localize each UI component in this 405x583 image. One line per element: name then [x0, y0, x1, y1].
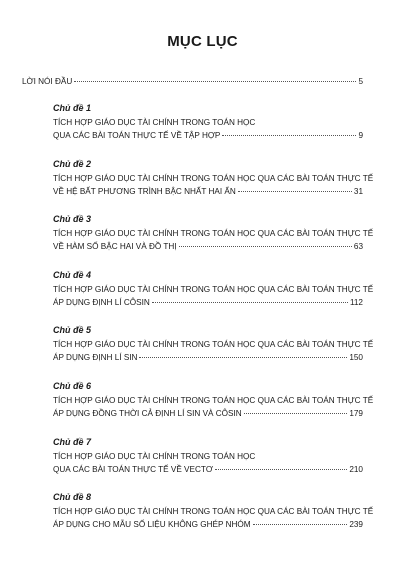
dot-leader: [179, 246, 352, 247]
dot-leader: [139, 357, 347, 358]
topic-title-line2: ÁP DỤNG ĐỊNH LÍ SIN: [53, 352, 138, 362]
topic-label: Chủ đề 8: [53, 492, 92, 502]
topic-label: Chủ đề 7: [53, 437, 92, 447]
topic-page-number: 63: [353, 241, 363, 251]
topic-title-line2: ÁP DỤNG ĐỒNG THỜI CẢ ĐỊNH LÍ SIN VÀ CÔSIN: [53, 408, 242, 418]
topic-title-line1: TÍCH HỢP GIÁO DỤC TÀI CHÍNH TRONG TOÁN HỌC QUA CÁC BÀI TOÁN THỰC TẾ: [53, 396, 374, 405]
topic-label: Chủ đề 4: [53, 270, 92, 280]
topic-label: Chủ đề 5: [53, 325, 92, 335]
dot-leader: [222, 135, 356, 136]
topic-title-line1: TÍCH HỢP GIÁO DỤC TÀI CHÍNH TRONG TOÁN HỌC QUA CÁC BÀI TOÁN THỰC TẾ: [53, 174, 374, 183]
preface-page-number: 5: [358, 77, 363, 86]
topic-title-line1: TÍCH HỢP GIÁO DỤC TÀI CHÍNH TRONG TOÁN HỌC: [53, 118, 256, 127]
topic-title-line1: TÍCH HỢP GIÁO DỤC TÀI CHÍNH TRONG TOÁN HỌC QUA CÁC BÀI TOÁN THỰC TẾ: [53, 229, 374, 238]
topic-title-line2: QUA CÁC BÀI TOÁN THỰC TẾ VỀ VECTƠ: [53, 464, 213, 474]
topic-page-number: 9: [358, 130, 363, 140]
dot-leader: [244, 413, 348, 414]
topic-title-line2: VỀ HÀM SỐ BẬC HAI VÀ ĐỒ THỊ: [53, 241, 177, 251]
toc-entry-preface[interactable]: [22, 77, 363, 86]
topic-title-line2: ÁP DỤNG CHO MẪU SỐ LIỆU KHÔNG GHÉP NHÓM: [53, 519, 251, 529]
preface-label: LỜI NÓI ĐẦU: [22, 77, 73, 86]
topic-title-line1: TÍCH HỢP GIÁO DỤC TÀI CHÍNH TRONG TOÁN HỌC QUA CÁC BÀI TOÁN THỰC TẾ: [53, 285, 374, 294]
toc-entry-topic-2[interactable]: [53, 159, 374, 198]
topic-page-number: 179: [349, 408, 363, 418]
topic-page-number: 210: [349, 464, 363, 474]
toc-entry-topic-4[interactable]: [53, 270, 374, 309]
topic-title-line1: TÍCH HỢP GIÁO DỤC TÀI CHÍNH TRONG TOÁN HỌC QUA CÁC BÀI TOÁN THỰC TẾ: [53, 507, 374, 516]
topic-label: Chủ đề 6: [53, 381, 92, 391]
topic-title-line1: TÍCH HỢP GIÁO DỤC TÀI CHÍNH TRONG TOÁN HỌC: [53, 452, 256, 461]
dot-leader: [215, 469, 347, 470]
topic-page-number: 31: [353, 186, 363, 196]
topic-page-number: 150: [349, 352, 363, 362]
topic-page-number: 239: [349, 519, 363, 529]
dot-leader: [74, 81, 356, 82]
toc-entry-topic-1[interactable]: [53, 103, 363, 142]
toc-entry-topic-8[interactable]: [53, 492, 374, 531]
topic-page-number: 112: [349, 297, 363, 307]
topic-title-line2: ÁP DỤNG ĐỊNH LÍ CÔSIN: [53, 297, 150, 307]
toc-entry-topic-7[interactable]: [53, 437, 363, 476]
topic-label: Chủ đề 2: [53, 159, 92, 169]
toc-entry-topic-5[interactable]: [53, 325, 374, 364]
topic-label: Chủ đề 1: [53, 103, 92, 113]
dot-leader: [152, 302, 348, 303]
topic-title-line2: QUA CÁC BÀI TOÁN THỰC TẾ VỀ TẬP HỢP: [53, 130, 221, 140]
toc-entry-topic-3[interactable]: [53, 214, 374, 253]
page-title: MỤC LỤC: [167, 33, 238, 50]
dot-leader: [238, 191, 352, 192]
topic-title-line1: TÍCH HỢP GIÁO DỤC TÀI CHÍNH TRONG TOÁN HỌC QUA CÁC BÀI TOÁN THỰC TẾ: [53, 340, 374, 349]
toc-entry-topic-6[interactable]: [53, 381, 374, 420]
topic-title-line2: VỀ HỆ BẤT PHƯƠNG TRÌNH BẬC NHẤT HAI ẨN: [53, 186, 236, 196]
dot-leader: [253, 524, 348, 525]
topic-label: Chủ đề 3: [53, 214, 92, 224]
